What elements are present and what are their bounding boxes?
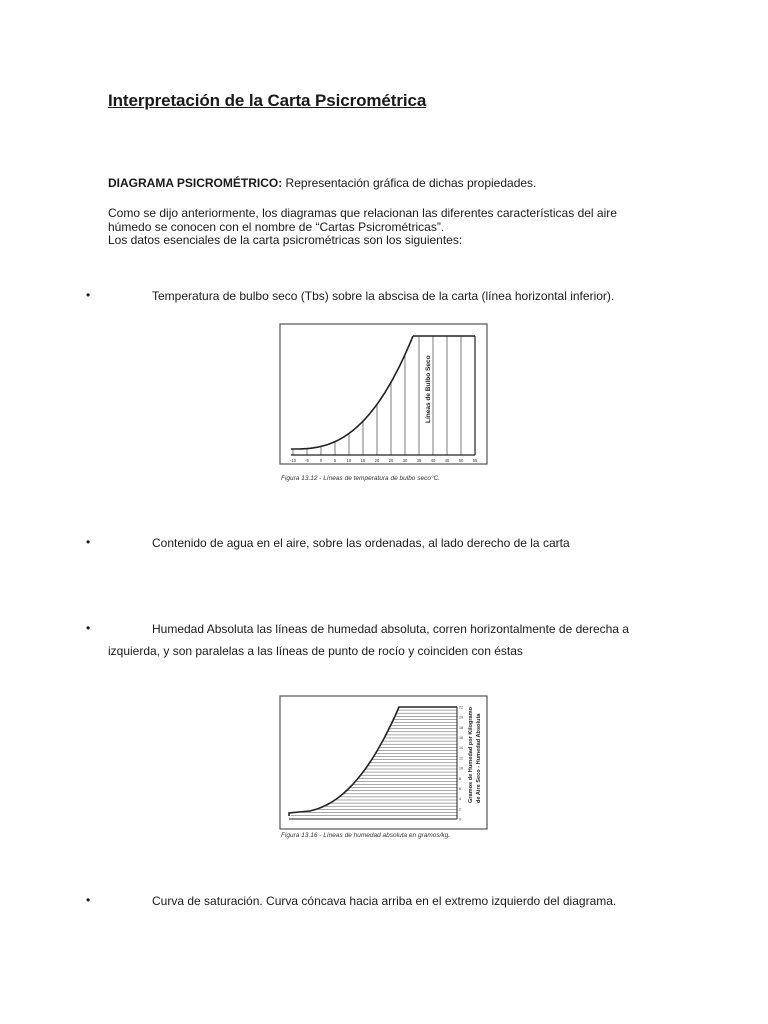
tick-label: 4 [459,797,461,802]
body-paragraph [108,207,617,248]
dry-bulb-axis-label: Líneas de Bulbo Seco [425,355,432,423]
bullet-continuation: izquierda, y son paralelas a las líneas de punto de rocío y coinciden con éstas [108,644,523,658]
humidity-axis-label-1: Gramos de Humedad por Kilogramo [468,706,474,803]
body-line-2: húmedo se conocen con el nombre de “Cartas Psicrométricas”. [108,219,445,234]
tick-label: 55 [472,458,478,463]
tick-label: 2 [459,807,461,812]
tick-label: 25 [388,458,394,463]
bullet-text: Contenido de agua en el aire, sobre las ordenadas, al lado derecho de la carta [152,536,570,550]
figure-dry-bulb [279,323,489,482]
figure-caption: Figura 13.12 - Líneas de temperatura de bulbo seco°C. [281,475,441,482]
figure-caption: Figura 13.16 - Líneas de humedad absoluta en gramos/kg. [281,832,451,839]
tick-label: 14 [459,746,463,751]
tick-label: 16 [459,736,463,740]
bullet-text: Curva de saturación. Curva cóncava hacia arriba en el extremo izquierdo del diagrama. [152,894,617,908]
tick-label: 50 [458,458,464,463]
chart-frame [280,696,487,829]
tick-label: 20 [459,715,463,720]
bullet-symbol: • [86,893,91,907]
tick-label: 30 [402,458,408,463]
tick-label: -5 [305,458,309,463]
tick-label: 0 [319,458,323,463]
tick-label: 12 [459,756,463,761]
tick-label: 5 [333,458,337,463]
tick-label: 20 [374,458,380,463]
dry-bulb-chart [279,323,489,473]
bullet-text: Humedad Absoluta las líneas de humedad absoluta, corren horizontalmente de derecha a [152,622,629,636]
bullet-symbol: • [86,621,91,635]
humidity-axis-label-2: de Aire Seco - Humedad Absoluta [476,713,482,803]
tick-label: 8 [459,776,461,781]
tick-label: -10 [289,458,297,463]
intro-label: DIAGRAMA PSICROMÉTRICO: [108,176,283,190]
bullet-text: Temperatura de bulbo seco (Tbs) sobre la abscisa de la carta (línea horizontal inferior). [152,289,615,303]
tick-label: 15 [360,458,366,463]
tick-label: 45 [444,458,450,463]
bullet-symbol: • [86,535,91,549]
tick-label: 10 [346,458,352,463]
tick-label: 22 [459,705,463,710]
body-line-3: Los datos esenciales de la carta psicrométricas son los siguientes: [108,233,463,247]
intro-text: Representación gráfica de dichas propiedades. [282,176,537,190]
page-title: Interpretación de la Carta Psicrométrica [108,91,427,110]
tick-label: 0 [459,817,461,822]
intro-paragraph [108,177,536,191]
tick-label: 35 [416,458,422,463]
tick-label: 6 [459,787,461,791]
tick-label: 40 [430,458,436,463]
figure-absolute-humidity [279,695,489,839]
absolute-humidity-chart [279,695,489,831]
bullet-symbol: • [86,288,91,302]
tick-label: 10 [459,766,463,771]
tick-label: 18 [459,725,463,730]
body-line-1: Como se dijo anteriormente, los diagramas que relacionan las diferentes características del aire [108,206,617,220]
